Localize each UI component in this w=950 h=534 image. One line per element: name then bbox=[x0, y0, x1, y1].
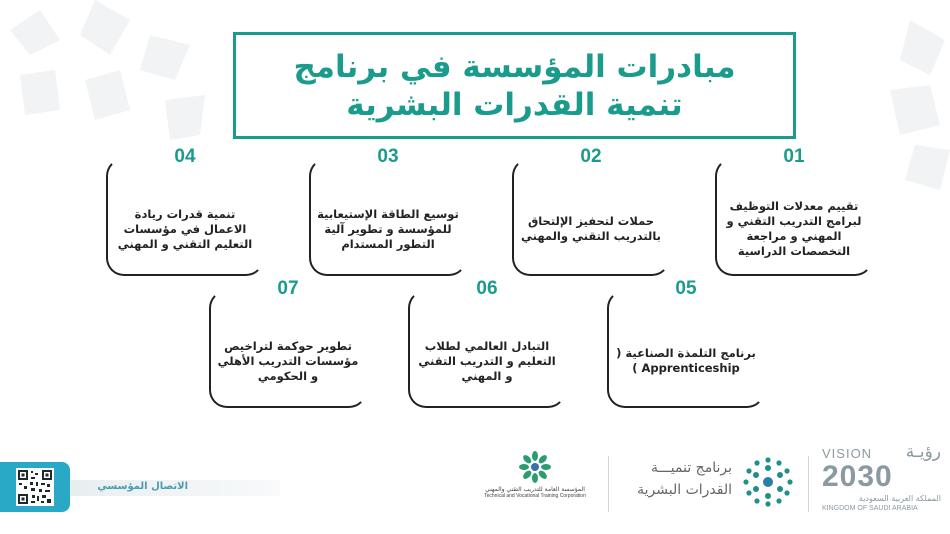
initiative-card-02 bbox=[512, 146, 670, 276]
initiative-card-06 bbox=[408, 278, 566, 408]
page-title-line-2: تنمية القدرات البشرية bbox=[346, 86, 683, 123]
hcdp-title-line-2: القدرات البشرية bbox=[637, 482, 732, 498]
tvtc-name-en: Technical and Vocational Training Corporation bbox=[484, 493, 586, 499]
card-number: 06 bbox=[476, 278, 498, 299]
background-pattern bbox=[0, 0, 220, 150]
initiative-card-05 bbox=[607, 278, 765, 408]
kingdom-name-ar: المملكة العربية السعودية bbox=[858, 494, 941, 503]
card-text: التبادل العالمي لطلاب التعليم و التدريب التقني و المهني bbox=[418, 338, 556, 383]
page-title-line-1: مبادرات المؤسسة في برنامج bbox=[293, 48, 736, 85]
card-text: برنامج التلمذة الصناعية ( Apprenticeship ) bbox=[616, 346, 756, 375]
card-text: تطوير حوكمة لتراخيص مؤسسات التدريب الأهلي و الحكومي bbox=[217, 338, 359, 383]
kingdom-name-en: KINGDOM OF SAUDI ARABIA bbox=[822, 505, 918, 512]
initiative-card-07 bbox=[209, 278, 367, 408]
tvtc-logo bbox=[470, 450, 600, 514]
hcdp-title-line-1: برنامج تنميـــة bbox=[650, 460, 732, 476]
card-number: 07 bbox=[277, 278, 299, 299]
card-text: حملات لتحفيز الإلتحاق بالتدريب التقني والمهني bbox=[520, 214, 661, 243]
card-text: تقييم معدلات التوظيف لبرامج التدريب التقني و المهني و مراجعة التخصصات الدراسية bbox=[726, 199, 862, 258]
card-text: توسيع الطاقة الإستيعابية للمؤسسة و تطوير آلية التطور المستدام bbox=[317, 206, 459, 251]
initiative-card-03 bbox=[309, 146, 467, 276]
vision-2030-logo bbox=[820, 442, 945, 516]
vision-word-ar: رؤيـة bbox=[905, 442, 941, 462]
hcdp-logo bbox=[620, 452, 800, 512]
qr-code-icon bbox=[16, 468, 54, 506]
tvtc-emblem-icon bbox=[518, 450, 552, 484]
side-decoration bbox=[870, 20, 950, 190]
initiative-card-04 bbox=[106, 146, 264, 276]
card-text: تنمية قدرات ريادة الاعمال في مؤسسات التعليم التقني و المهني bbox=[117, 206, 253, 251]
card-number: 04 bbox=[174, 146, 196, 167]
contact-section bbox=[0, 462, 280, 512]
vision-word: VISION bbox=[822, 446, 873, 461]
contact-label: الاتصال المؤسسي bbox=[97, 481, 188, 492]
footer-divider bbox=[608, 456, 609, 512]
footer-divider bbox=[808, 456, 809, 512]
initiative-card-01 bbox=[715, 146, 873, 276]
tvtc-name-ar: المؤسسة العامة للتدريب التقني والمهني bbox=[485, 486, 585, 493]
vision-year: 2030 bbox=[822, 460, 893, 493]
hcdp-emblem-icon bbox=[740, 454, 796, 510]
card-number: 01 bbox=[783, 146, 805, 167]
qr-code[interactable] bbox=[0, 462, 70, 512]
card-number: 05 bbox=[675, 278, 697, 299]
title-box bbox=[233, 32, 796, 139]
card-number: 02 bbox=[580, 146, 602, 167]
card-number: 03 bbox=[377, 146, 399, 167]
